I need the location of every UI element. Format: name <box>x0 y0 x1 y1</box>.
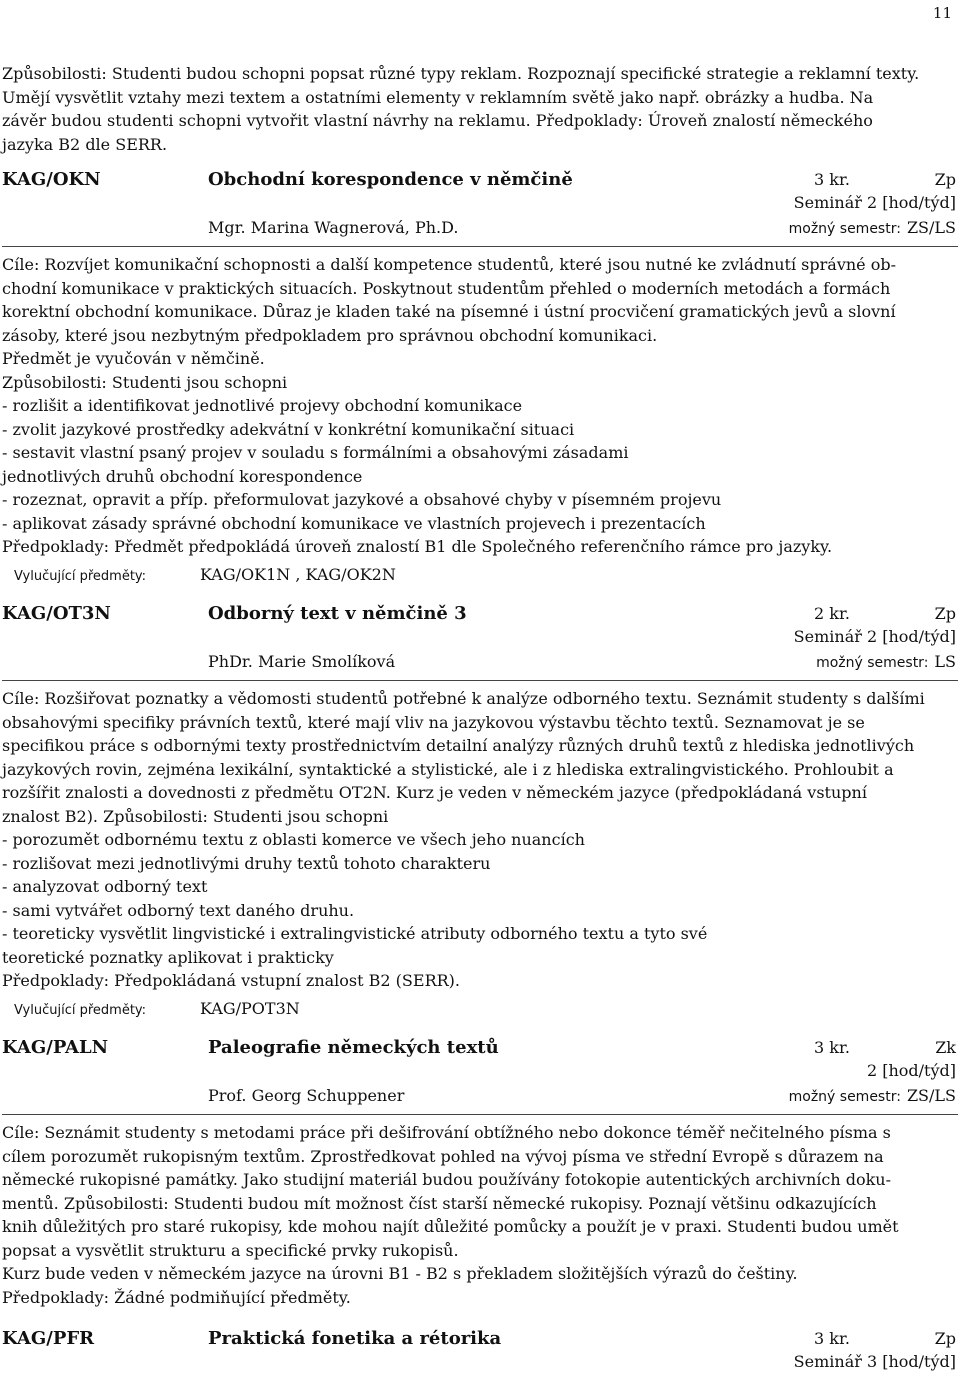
course-exam-type: Zk <box>935 1038 956 1057</box>
course-hours: Seminář 3 [hod/týd] <box>793 1352 956 1371</box>
text-line: - rozlišovat mezi jednotlivými druhy textů tohoto charakteru <box>2 853 491 873</box>
semester-label: možný semestr: <box>788 221 901 237</box>
text-line: specifikou práce s odbornými texty prostřednictvím detailní analýzy různých druhů textů z hlediska jednotlivých <box>2 736 915 755</box>
semester-value: ZS/LS <box>906 218 956 237</box>
course-semester <box>789 216 956 242</box>
text-line: Cíle: Rozšiřovat poznatky a vědomosti studentů potřebné k analýze odborného textu. Seznámit studenty s dalšími <box>2 689 925 708</box>
course-exam-type: Zp <box>934 1329 956 1348</box>
semester-value: ZS/LS <box>906 1086 956 1105</box>
course-code: KAG/OKN <box>2 169 101 190</box>
text-line: Způsobilosti: Studenti jsou schopni <box>2 372 288 392</box>
semester-label: možný semestr: <box>788 1089 901 1105</box>
excluded-value: KAG/POT3N <box>200 998 300 1018</box>
text-line: jazyka B2 dle SERR. <box>2 134 168 154</box>
text-line: - aplikovat zásady správné obchodní komunikace ve vlastních projevech i prezentacích <box>2 513 706 533</box>
text-line: jazykových rovin, zejména lexikální, syntaktické a stylistické, ale i z hlediska extralingvistického. Prohloubit a <box>2 759 894 779</box>
course-exam-type: Zp <box>934 170 956 189</box>
text-line: teoretické poznatky aplikovat i prakticky <box>2 947 334 967</box>
text-line: chodní komunikace v praktických situacích. Poskytnout studentům přehled o moderních metodách a formách <box>2 278 891 298</box>
course-credits: 2 kr. <box>814 604 850 623</box>
course-hours: Seminář 2 [hod/týd] <box>793 193 956 212</box>
text-line: obsahovými specifiky právních textů, které mají vliv na jazykovou výstavbu těchto textů. Seznamovat je se <box>2 712 865 732</box>
course-code: KAG/PALN <box>2 1037 109 1058</box>
course-title: Obchodní korespondence v němčině <box>208 169 573 190</box>
text-line: popsat a vysvětlit strukturu a specifické prvky rukopisů. <box>2 1240 459 1260</box>
text-line: závěr budou studenti schopni vytvořit vlastní návrhy na reklamu. Předpoklady: Úroveň znalostí německého <box>2 111 873 130</box>
semester-label: možný semestr: <box>816 655 929 671</box>
course-exam-type: Zp <box>934 604 956 623</box>
excluded-label: Vylučující předměty: <box>14 1002 147 1018</box>
divider <box>2 680 958 681</box>
text-line: rozšířit znalosti a dovednosti z předmětu OT2N. Kurz je veden v německém jazyce (předpokládaná vstupní <box>2 783 867 802</box>
course-title: Praktická fonetika a rétorika <box>208 1328 502 1349</box>
text-line: - teoreticky vysvětlit lingvistické i extralingvistické atributy odborného textu a tyto své <box>2 924 708 943</box>
course-hours: Seminář 2 [hod/týd] <box>793 627 956 646</box>
text-line: - rozeznat, opravit a příp. přeformulovat jazykové a obsahové chyby v písemném projevu <box>2 490 722 509</box>
text-line: Cíle: Seznámit studenty s metodami práce při dešifrování obtížného nebo dokonce téměř nečitelného písma s <box>2 1123 891 1142</box>
text-line: Způsobilosti: Studenti budou schopni popsat různé typy reklam. Rozpoznají specifické strategie a reklamní texty. <box>2 64 920 83</box>
text-line: jednotlivých druhů obchodní korespondence <box>2 466 363 486</box>
excluded-value: KAG/OK1N , KAG/OK2N <box>200 564 396 584</box>
divider <box>2 246 958 247</box>
text-line: - zvolit jazykové prostředky adekvátní v konkrétní komunikační situaci <box>2 419 575 439</box>
text-line: korektní obchodní komunikace. Důraz je kladen také na písemné i ústní procvičení gramatických jevů a slovní <box>2 302 896 321</box>
text-line: - rozlišit a identifikovat jednotlivé projevy obchodní komunikace <box>2 396 523 415</box>
text-line: - porozumět odbornému textu z oblasti komerce ve všech jeho nuancích <box>2 830 585 849</box>
course-semester <box>816 650 956 676</box>
intro-paragraph <box>2 62 958 156</box>
text-line: znalost B2). Způsobilosti: Studenti jsou schopni <box>2 806 389 826</box>
text-line: zásoby, které jsou nezbytným předpokladem pro správnou obchodní komunikaci. <box>2 325 658 345</box>
course-code: KAG/PFR <box>2 1328 95 1349</box>
course-hours: 2 [hod/týd] <box>866 1061 956 1080</box>
text-line: Cíle: Rozvíjet komunikační schopnosti a další kompetence studentů, které jsou nutné ke zvládnutí správné ob- <box>2 255 896 274</box>
course-code: KAG/OT3N <box>2 603 111 624</box>
course-description <box>2 687 958 993</box>
semester-value: LS <box>934 652 956 671</box>
course-teacher: Mgr. Marina Wagnerová, Ph.D. <box>208 218 459 237</box>
text-line: - sami vytvářet odborný text daného druhu. <box>2 900 355 920</box>
course-header-paln <box>2 1036 958 1109</box>
course-header-pfr <box>2 1327 958 1375</box>
text-line: Předpoklady: Předpokládaná vstupní znalost B2 (SERR). <box>2 971 460 990</box>
page-content <box>2 62 958 1375</box>
page-number: 11 <box>932 4 952 22</box>
text-line: Umějí vysvětlit vztahy mezi textem a ostatními elementy v reklamním světě jako např. obrázky a hudba. Na <box>2 87 874 107</box>
text-line: německé rukopisné památky. Jako studijní materiál budou používány fotokopie autentických archivních doku- <box>2 1170 892 1189</box>
text-line: mentů. Způsobilosti: Studenti budou mít možnost číst starší německé rukopisy. Poznají většinu odkazujících <box>2 1193 877 1213</box>
excluded-courses <box>2 997 958 1023</box>
course-teacher: PhDr. Marie Smolíková <box>208 652 396 671</box>
course-semester <box>789 1084 956 1110</box>
course-teacher: Prof. Georg Schuppener <box>208 1086 405 1105</box>
course-header-ot3n <box>2 602 958 675</box>
course-title: Paleografie německých textů <box>208 1037 499 1058</box>
text-line: Předpoklady: Předmět předpokládá úroveň znalostí B1 dle Společného referenčního rámce pro jazyky. <box>2 537 833 556</box>
excluded-label: Vylučující předměty: <box>14 568 147 584</box>
course-header-okn <box>2 168 958 241</box>
text-line: - analyzovat odborný text <box>2 877 208 896</box>
excluded-courses <box>2 563 958 589</box>
text-line: Předpoklady: Žádné podmiňující předměty. <box>2 1287 351 1307</box>
text-line: - sestavit vlastní psaný projev v souladu s formálními a obsahovými zásadami <box>2 443 629 462</box>
text-line: Kurz bude veden v německém jazyce na úrovni B1 - B2 s překladem složitějších výrazů do češtiny. <box>2 1264 798 1283</box>
text-line: cílem porozumět rukopisným textům. Zprostředkovat pohled na vývoj písma ve střední Evropě s důrazem na <box>2 1146 884 1166</box>
divider <box>2 1114 958 1115</box>
course-description <box>2 253 958 559</box>
text-line: Předmět je vyučován v němčině. <box>2 349 265 368</box>
course-description <box>2 1121 958 1309</box>
course-credits: 3 kr. <box>814 170 850 189</box>
course-credits: 3 kr. <box>814 1038 850 1057</box>
course-title: Odborný text v němčině 3 <box>208 603 467 624</box>
course-credits: 3 kr. <box>814 1329 850 1348</box>
text-line: knih důležitých pro staré rukopisy, kde mohou najít důležité pomůcky a použít je v praxi. Studenti budou umět <box>2 1217 899 1236</box>
